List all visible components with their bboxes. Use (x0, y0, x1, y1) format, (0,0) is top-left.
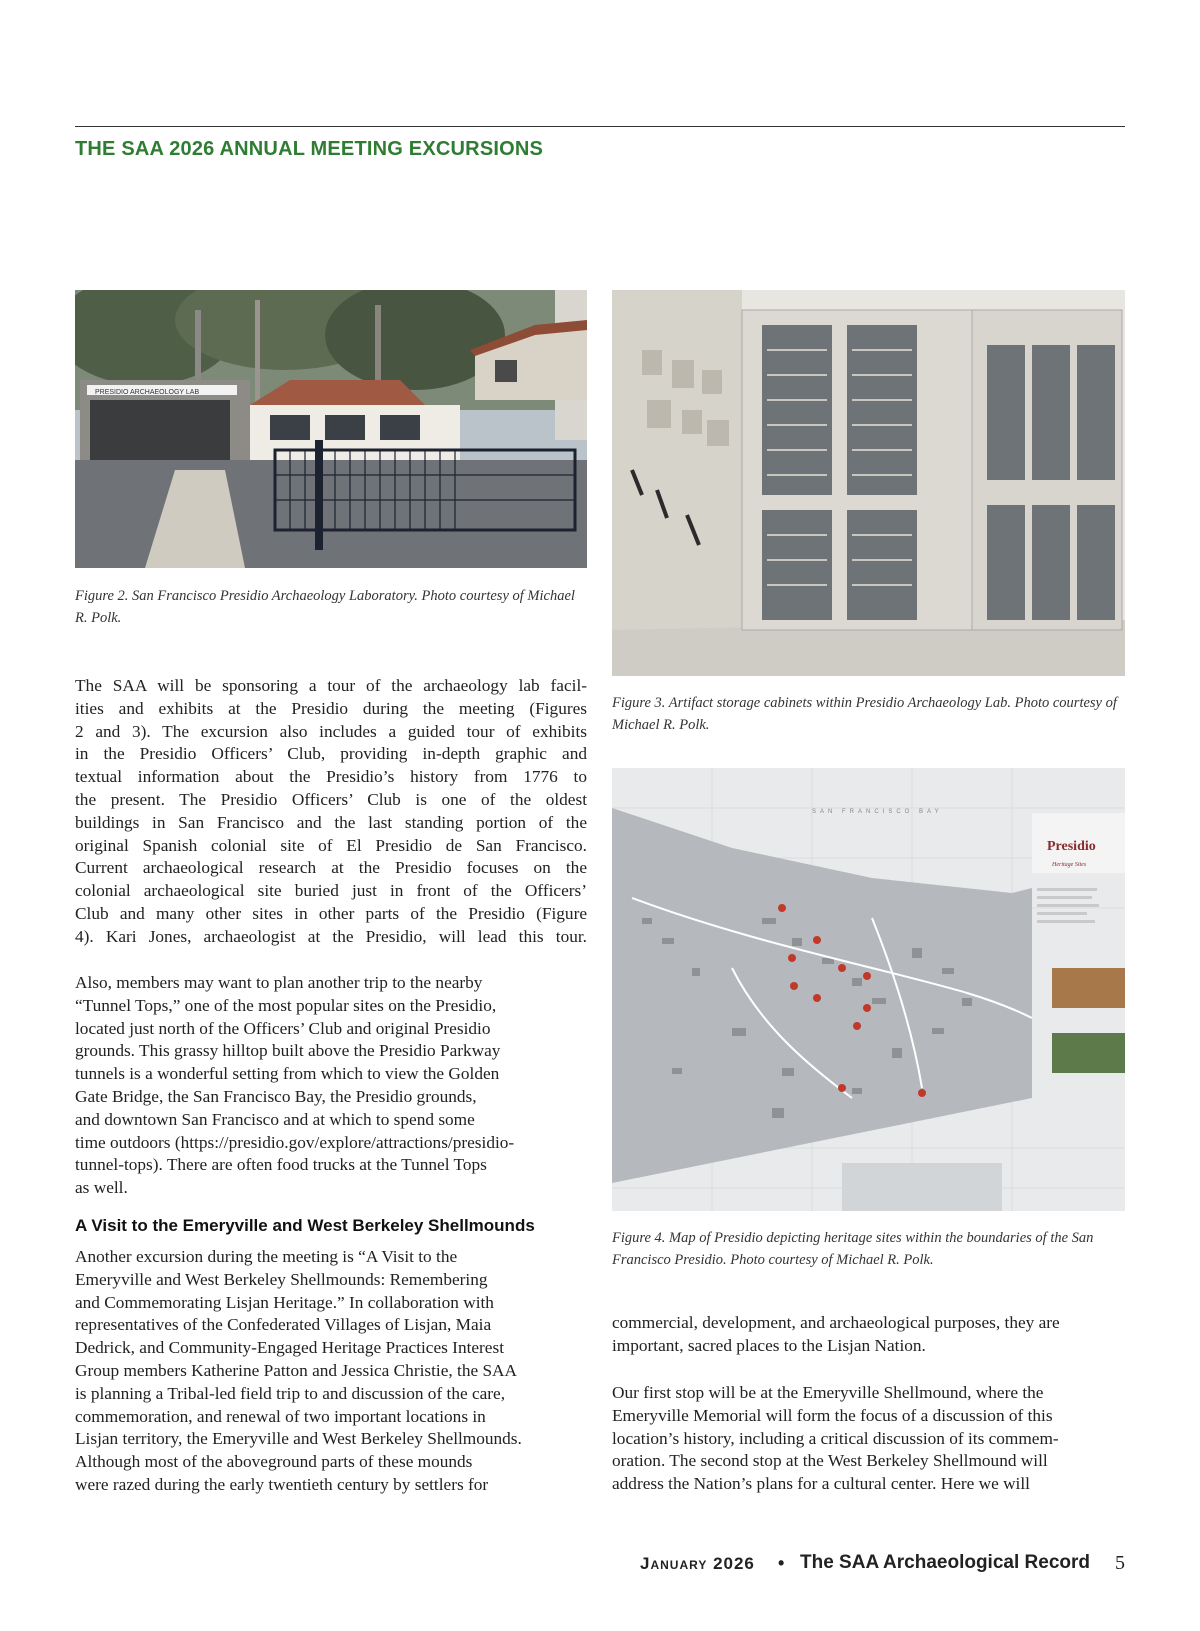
figure-3-photo (612, 290, 1125, 676)
body-paragraph-1: The SAA will be sponsoring a tour of the archaeology lab facil- ities and exhibits at the Presidio during the meeting (Figures 2 and 3). The excursion also includes a guided tour of exhibits in the Presidio Officers’ Club, providing in-depth graphic and textual information about the Presidio’s history from 1776 to the present. The Presidio Officers’ Club is one of the oldest buildings in San Francisco and the last standing portion of the original Spanish colonial site of El Presidio de San Francisco. Current archaeological research at the Presidio focuses on the colonial archaeological site buried just in front of the Officers’ Club and many other sites in other parts of the Presidio (Figure 4). Kari Jones, archaeologist at the Presidio, will lead this tour. (75, 676, 587, 946)
page-number: 5 (1115, 1552, 1125, 1574)
lab-sign-text: PRESIDIO ARCHAEOLOGY LAB (95, 389, 200, 396)
body-paragraph-3: Another excursion during the meeting is “A Visit to the Emeryville and West Berkeley Shellmounds: Remembering and Commemorating Lisjan Heritage.” In collaboration with representatives of the Confederated Villages of Lisjan, Maia Dedrick, and Community-Engaged Heritage Practices Interest Group members Katherine Patton and Jessica Christie, the SAA is planning a Tribal-led field trip to and discussion of the care, commemoration, and renewal of two important locations in Lisjan territory, the Emeryville and West Berkeley Shellmounds. Although most of the aboveground parts of these mounds were razed during the early twentieth century by settlers for (75, 1247, 522, 1494)
map-title: Presidio (1047, 839, 1096, 854)
footer-journal-title: The SAA Archaeological Record (800, 1552, 1090, 1573)
section-title: THE SAA 2026 ANNUAL MEETING EXCURSIONS (75, 138, 544, 160)
footer-bullet: • (778, 1553, 785, 1573)
figure-4-caption: Figure 4. Map of Presidio depicting heritage sites within the boundaries of the San Francisco Presidio. Photo courtesy of Michael R. Polk. (612, 1230, 1094, 1268)
footer-month: January 2026 (640, 1554, 755, 1573)
section-subhead: A Visit to the Emeryville and West Berkeley Shellmounds (75, 1216, 535, 1235)
body-paragraph-2: Also, members may want to plan another trip to the nearby “Tunnel Tops,” one of the most popular sites on the Presidio, located just north of the Officers’ Club and original Presidio grounds. This grassy hilltop built above the Presidio Parkway tunnels is a wonderful setting from which to view the Golden Gate Bridge, the San Francisco Bay, the Presidio grounds, and downtown San Francisco and at which to spend some time outdoors (https://presidio.gov/explore/attractions/presidio- tunnel-tops). There are often food trucks at the Tunnel Tops as well. (75, 973, 515, 1198)
map-subtitle: Heritage Sites (1052, 862, 1087, 868)
figure-3-caption: Figure 3. Artifact storage cabinets within Presidio Archaeology Lab. Photo courtesy of Michael R. Polk. (612, 695, 1117, 733)
header-rule (75, 126, 1125, 127)
page-footer (630, 1552, 1125, 1582)
figure-2-caption: Figure 2. San Francisco Presidio Archaeology Laboratory. Photo courtesy of Michael R. Polk. (75, 588, 575, 626)
body-paragraph-4: commercial, development, and archaeological purposes, they are important, sacred places to the Lisjan Nation. (612, 1313, 1060, 1355)
body-paragraph-5: Our first stop will be at the Emeryville Shellmound, where the Emeryville Memorial will form the focus of a discussion of this location’s history, including a critical discussion of its commem- oration. The second stop at the West Berkeley Shellmound will address the Nation’s plans for a cultural center. Here we will (612, 1383, 1059, 1494)
map-bay-label: SAN FRANCISCO BAY (812, 809, 943, 815)
figure-2-photo (75, 290, 587, 568)
figure-4-photo (612, 768, 1125, 1211)
